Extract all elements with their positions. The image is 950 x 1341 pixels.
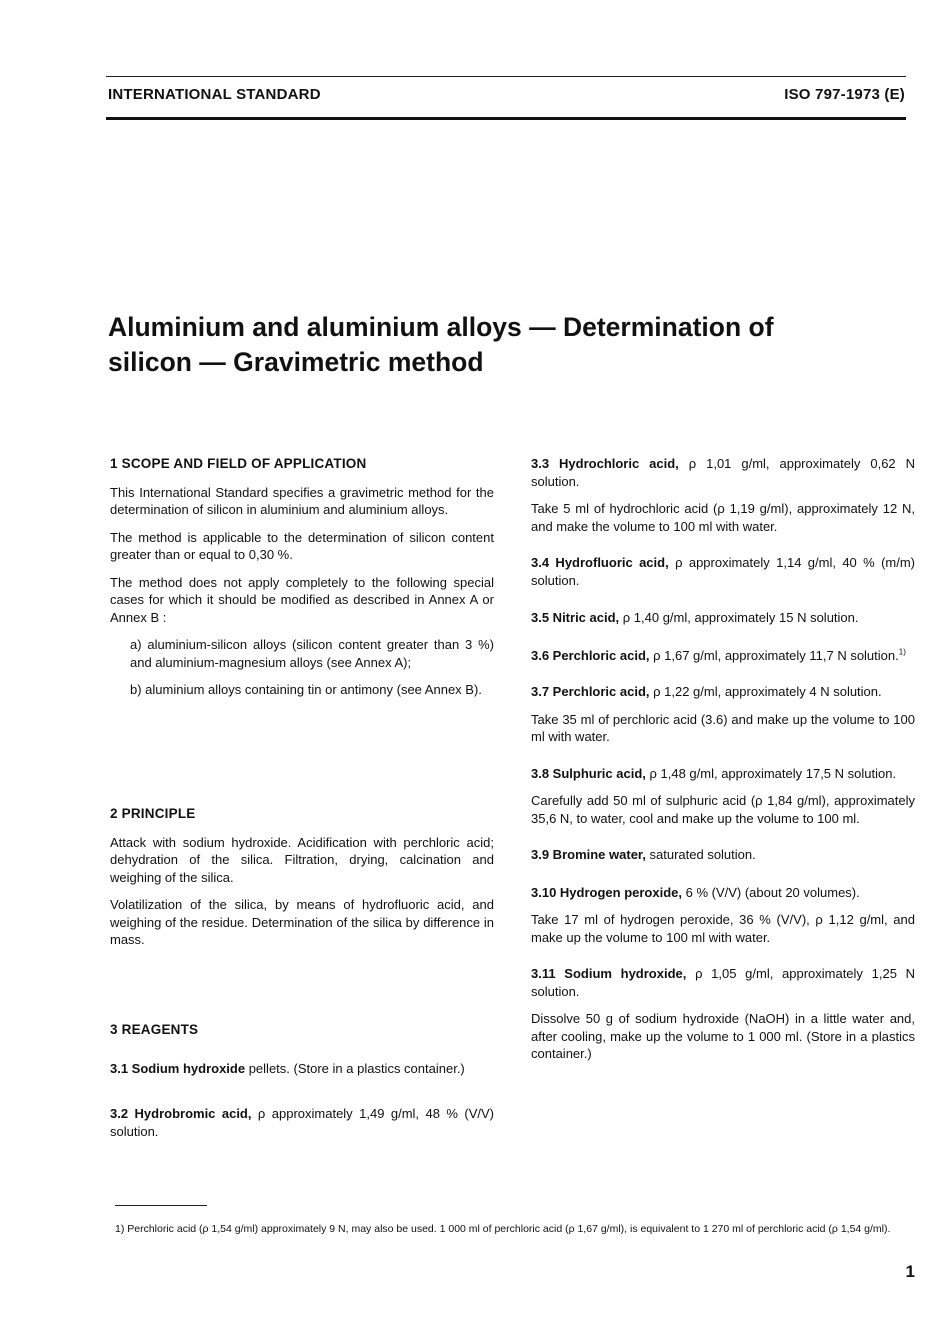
section-1-para-2: The method is applicable to the determination of silicon content greater than or equal to 0,30 %. xyxy=(110,529,494,562)
section-1-item-b: b) aluminium alloys containing tin or antimony (see Annex B). xyxy=(130,682,482,697)
title-line-2: silicon — Gravimetric method xyxy=(108,347,484,377)
section-2 xyxy=(110,805,494,949)
reagent-3-4: 3.4 Hydrofluoric acid, ρ approximately 1,14 g/ml, 40 % (m/m) solution. xyxy=(531,555,916,588)
reagent-3-1: 3.1 Sodium hydroxide pellets. (Store in a plastics container.) xyxy=(110,1060,465,1076)
section-2-para-2: Volatilization of the silica, by means of hydrofluoric acid, and weighing of the residue. Determination of the silica by difference in mass. xyxy=(110,897,494,947)
title-line-1: Aluminium and aluminium alloys — Determination of xyxy=(108,312,774,342)
reagents-continued xyxy=(531,455,915,1063)
section-1-para-1: This International Standard specifies a gravimetric method for the determination of silicon in aluminium and aluminium alloys. xyxy=(110,484,494,517)
reagent-3-3-instructions: Take 5 ml of hydrochloric acid (ρ 1,19 g/ml), approximately 12 N, and make the volume to 100 ml with water. xyxy=(531,501,915,534)
section-1 xyxy=(110,455,494,699)
reagent-3-7-instructions: Take 35 ml of perchloric acid (3.6) and make up the volume to 100 ml with water. xyxy=(531,711,915,744)
reagent-3-8: 3.8 Sulphuric acid, ρ 1,48 g/ml, approximately 17,5 N solution. xyxy=(531,765,897,781)
reagent-3-5: 3.5 Nitric acid, ρ 1,40 g/ml, approximately 15 N solution. xyxy=(531,610,859,625)
reagent-3-7: 3.7 Perchloric acid, ρ 1,22 g/ml, approximately 4 N solution. xyxy=(531,684,882,699)
header-bottom-rule xyxy=(106,117,906,120)
section-2-para-1: Attack with sodium hydroxide. Acidification with perchloric acid; dehydration of the silica. Filtration, drying, calcination and weighing of the silica. xyxy=(110,834,494,885)
reagent-3-2: 3.2 Hydrobromic acid, ρ approximately 1,49 g/ml, 48 % (V/V) solution. xyxy=(110,1106,494,1139)
header-top-rule xyxy=(106,76,906,77)
page-number: 1 xyxy=(905,1262,915,1281)
section-3 xyxy=(110,1021,494,1140)
standard-number: ISO 797-1973 (E) xyxy=(784,86,905,103)
reagent-3-10-instructions: Take 17 ml of hydrogen peroxide, 36 % (V/V), ρ 1,12 g/ml, and make up the volume to 100 ml with water. xyxy=(531,912,915,945)
reagent-3-8-instructions: Carefully add 50 ml of sulphuric acid (ρ 1,84 g/ml), approximately 35,6 N, to water, cool and make up the volume to 100 ml. xyxy=(531,793,915,826)
footnote-rule xyxy=(115,1205,207,1206)
section-1-para-3: The method does not apply completely to the following special cases for which it should be modified as described in Annex A or Annex B : xyxy=(110,574,494,625)
section-2-heading: 2 PRINCIPLE xyxy=(110,806,196,821)
section-1-heading: 1 SCOPE AND FIELD OF APPLICATION xyxy=(110,456,367,471)
reagent-3-11: 3.11 Sodium hydroxide, ρ 1,05 g/ml, approximately 1,25 N solution. xyxy=(531,966,915,999)
section-1-item-a: a) aluminium-silicon alloys (silicon content greater than 3 %) and aluminium-magnesium alloys (see Annex A); xyxy=(130,637,494,670)
page-title xyxy=(108,310,868,380)
reagent-3-6: 3.6 Perchloric acid, ρ 1,67 g/ml, approximately 11,7 N solution.$^{1)}$ xyxy=(531,647,906,663)
reagent-3-10: 3.10 Hydrogen peroxide, 6 % (V/V) (about 20 volumes). xyxy=(531,884,860,900)
reagent-3-9: 3.9 Bromine water, saturated solution. xyxy=(531,847,756,862)
reagent-3-11-instructions: Dissolve 50 g of sodium hydroxide (NaOH) in a little water and, after cooling, make up the volume to 1 000 ml. (Store in a plastics container.) xyxy=(531,1011,915,1061)
footnote: 1) Perchloric acid (ρ 1,54 g/ml) approximately 9 N, may also be used. 1 000 ml of perchloric acid (ρ 1,67 g/ml), is equivalent to 1 270 ml of perchloric acid (ρ 1,54 g/ml). xyxy=(115,1222,891,1235)
document-type: INTERNATIONAL STANDARD xyxy=(108,86,321,103)
section-3-heading: 3 REAGENTS xyxy=(110,1022,199,1037)
reagent-3-3: 3.3 Hydrochloric acid, ρ 1,01 g/ml, approximately 0,62 N solution. xyxy=(531,456,916,489)
